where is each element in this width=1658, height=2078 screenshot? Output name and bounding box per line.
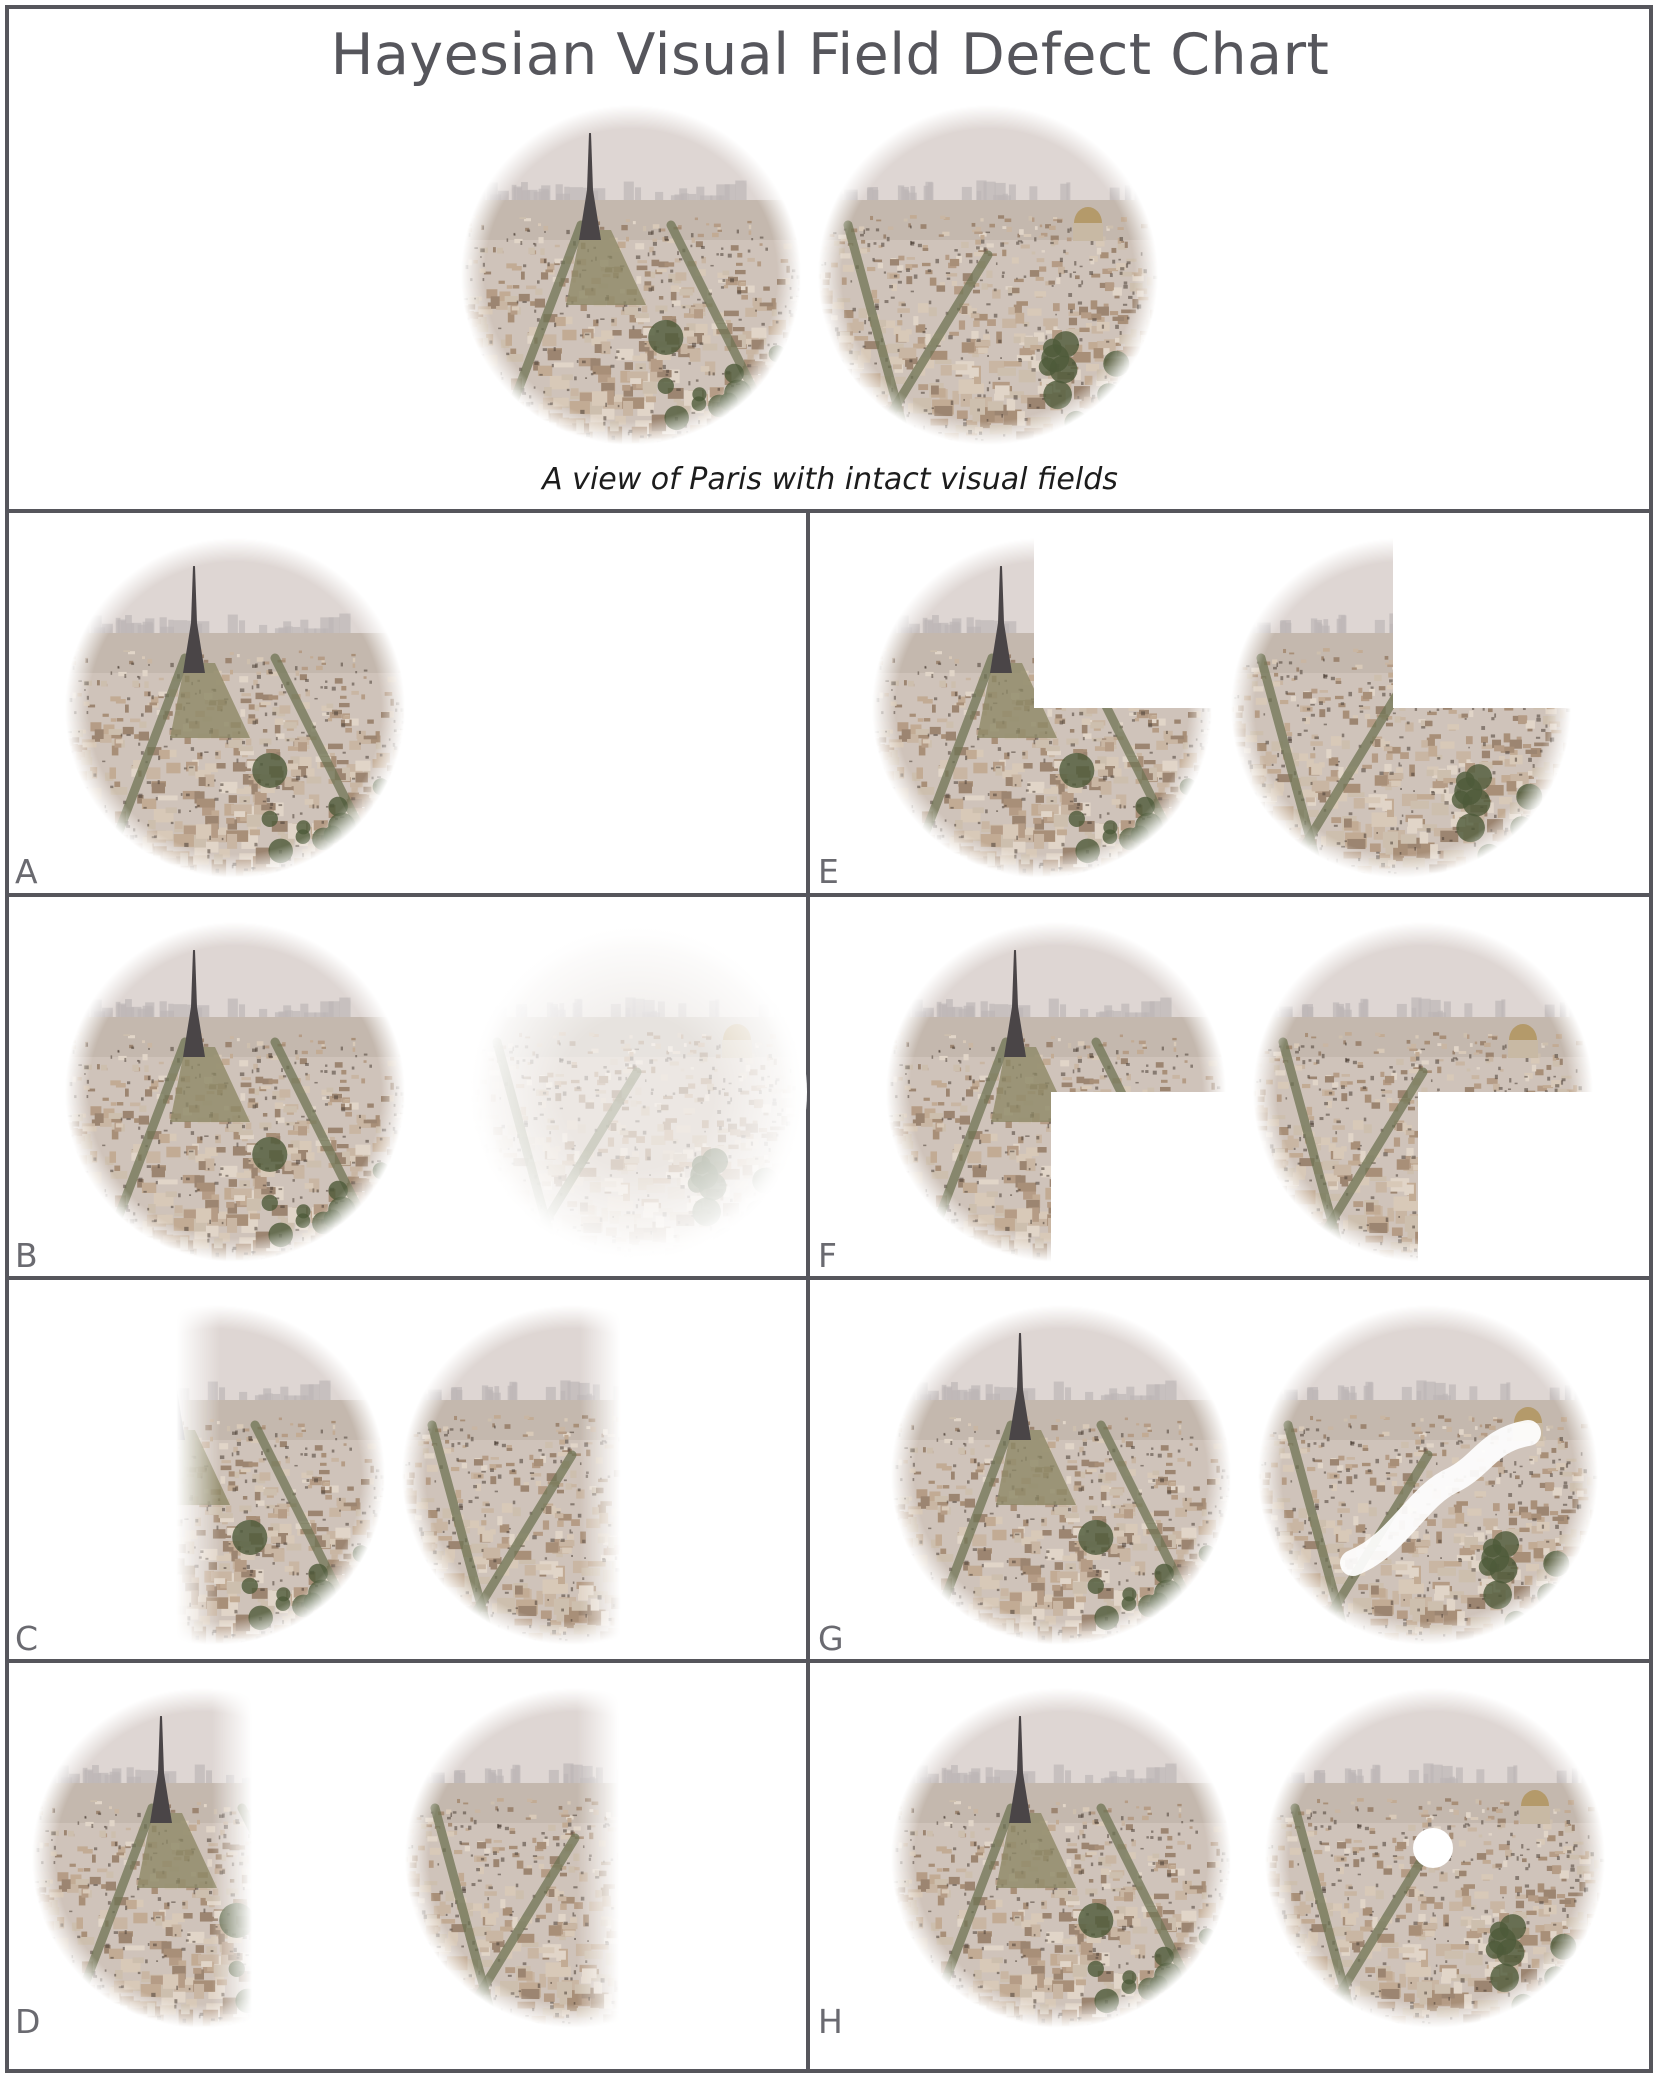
panel-g-right-eye xyxy=(1258,1305,1598,1645)
panel-d-label: D xyxy=(15,2002,41,2041)
panel-e-right-eye xyxy=(1231,538,1571,878)
panel-d-right-eye xyxy=(405,1688,745,2028)
panel-c-left-eye xyxy=(45,1305,385,1645)
panel-h-label: H xyxy=(818,2002,843,2041)
panel-f-left-eye xyxy=(886,922,1226,1262)
panel-b-label: B xyxy=(15,1236,38,1275)
panel-a-label: A xyxy=(15,852,38,891)
panel-f-right-eye xyxy=(1253,922,1593,1262)
panel-b-left-eye xyxy=(65,922,405,1262)
panel-d-left-eye xyxy=(32,1688,372,2028)
chart-title: Hayesian Visual Field Defect Chart xyxy=(330,22,1330,88)
panel-b-right-eye-faded xyxy=(467,922,807,1262)
intact-right-eye-view xyxy=(818,105,1158,445)
panel-g-left-eye xyxy=(891,1305,1231,1645)
panel-e-label: E xyxy=(818,852,839,891)
panel-a-left-eye xyxy=(65,538,405,878)
panel-c-right-eye xyxy=(402,1305,742,1645)
panel-h-left-eye xyxy=(891,1688,1231,2028)
panel-g-label: G xyxy=(818,1619,844,1658)
intact-caption: A view of Paris with intact visual fields xyxy=(542,462,1118,497)
panel-c-label: C xyxy=(15,1619,39,1658)
panel-e-left-eye xyxy=(872,538,1212,878)
panel-h-right-eye xyxy=(1265,1688,1605,2028)
intact-left-eye-view xyxy=(461,105,801,445)
panel-f-label: F xyxy=(818,1236,837,1275)
